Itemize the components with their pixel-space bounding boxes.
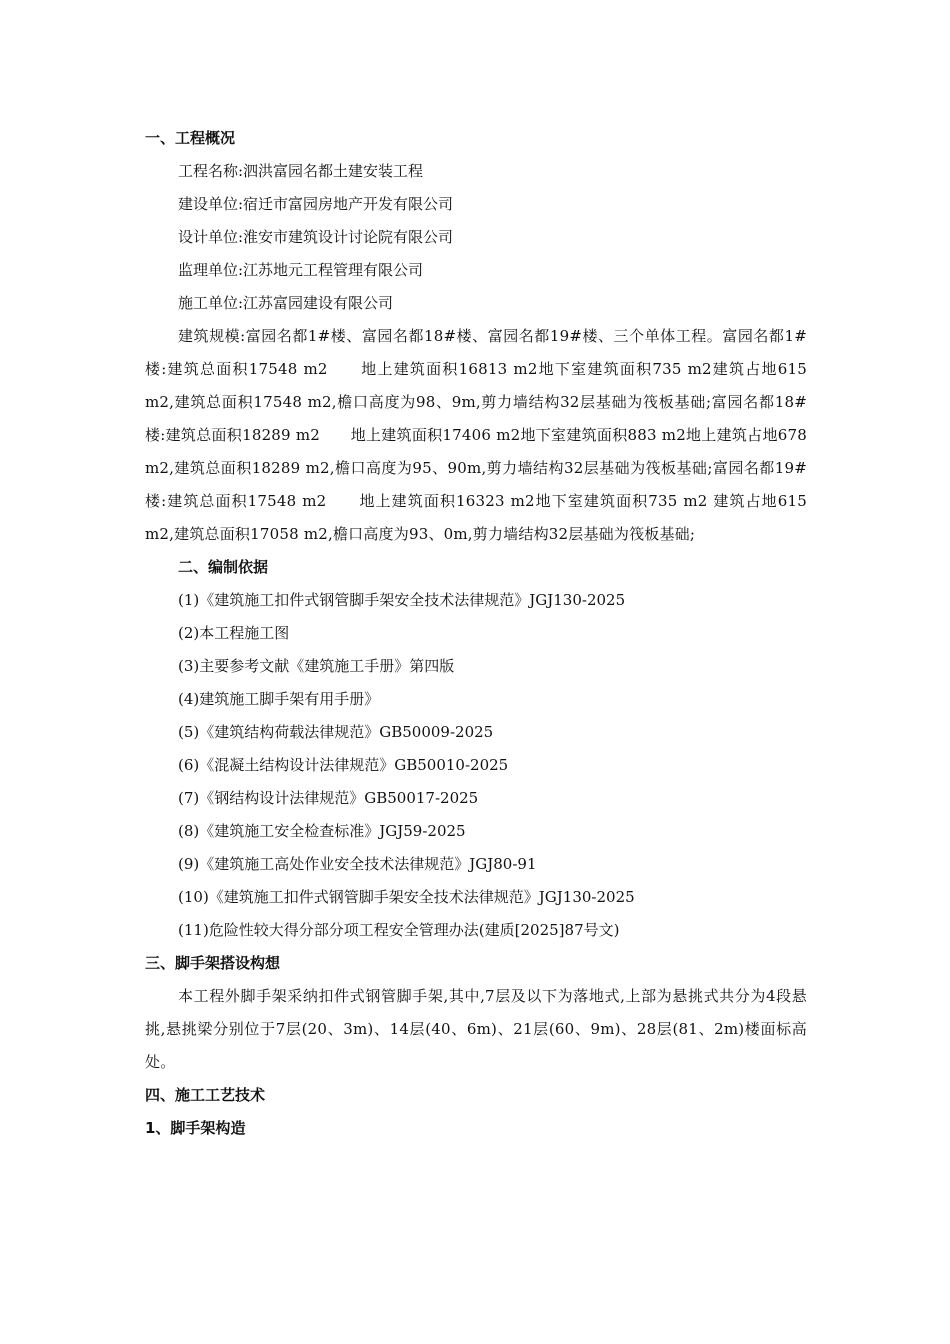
designer-line: 设计单位:淮安市建筑设计讨论院有限公司 <box>178 228 454 246</box>
reference-item: (9)《建筑施工高处作业安全技术法律规范》JGJ80-91 <box>178 855 537 873</box>
section-heading-basis: 二、编制依据 <box>178 558 269 576</box>
project-name-line: 工程名称:泗洪富园名都土建安装工程 <box>178 162 424 180</box>
contractor-line: 施工单位:江苏富园建设有限公司 <box>178 294 394 312</box>
reference-item: (6)《混凝土结构设计法律规范》GB50010-2025 <box>178 756 509 774</box>
reference-item: (1)《建筑施工扣件式钢管脚手架安全技术法律规范》JGJ130-2025 <box>178 591 626 609</box>
subsection-heading-scaffold-structure: 1、脚手架构造 <box>145 1119 246 1137</box>
section-heading-technique: 四、施工工艺技术 <box>145 1086 266 1104</box>
reference-item: (10)《建筑施工扣件式钢管脚手架安全技术法律规范》JGJ130-2025 <box>178 888 635 906</box>
reference-item: (4)建筑施工脚手架有用手册》 <box>178 690 380 708</box>
document-body <box>145 122 807 1145</box>
reference-item: (8)《建筑施工安全检查标准》JGJ59-2025 <box>178 822 466 840</box>
reference-item: (7)《钢结构设计法律规范》GB50017-2025 <box>178 789 479 807</box>
reference-item: (3)主要参考文献《建筑施工手册》第四版 <box>178 657 455 675</box>
reference-item: (2)本工程施工图 <box>178 624 290 642</box>
building-scale-paragraph: 建筑规模:富园名都1#楼、富园名都18#楼、富园名都19#楼、三个单体工程。富园名都1#楼:建筑总面积17548 m2 地上建筑面积16813 m2地下室建筑面积735 m2建筑占地615 m2,建筑总面积17548 m2,檐口高度为98、9m,剪力墙结构32层基础为筏板基础;富园名都18#楼:建筑总面积18289 m2 地上建筑面积17406 m2地下室建筑面积883 m2地上建筑占地678 m2,建筑总面积18289 m2,檐口高度为95、90m,剪力墙结构32层基础为筏板基础;富园名都19#楼:建筑总面积17548 m2 地上建筑面积16323 m2地下室建筑面积735 m2 建筑占地615 m2,建筑总面积17058 m2,檐口高度为93、0m,剪力墙结构32层基础为筏板基础; <box>145 327 807 543</box>
developer-line: 建设单位:宿迁市富园房地产开发有限公司 <box>178 195 454 213</box>
section-heading-overview: 一、工程概况 <box>145 129 236 147</box>
reference-item: (5)《建筑结构荷载法律规范》GB50009-2025 <box>178 723 494 741</box>
supervisor-line: 监理单位:江苏地元工程管理有限公司 <box>178 261 424 279</box>
reference-item: (11)危险性较大得分部分项工程安全管理办法(建质[2025]87号文) <box>178 921 620 939</box>
section-heading-scaffold-concept: 三、脚手架搭设构想 <box>145 954 281 972</box>
scaffold-concept-paragraph: 本工程外脚手架采纳扣件式钢管脚手架,其中,7层及以下为落地式,上部为悬挑式共分为4段悬挑,悬挑梁分别位于7层(20、3m)、14层(40、6m)、21层(60、9m)、28层(81、2m)楼面标高处。 <box>145 987 807 1071</box>
